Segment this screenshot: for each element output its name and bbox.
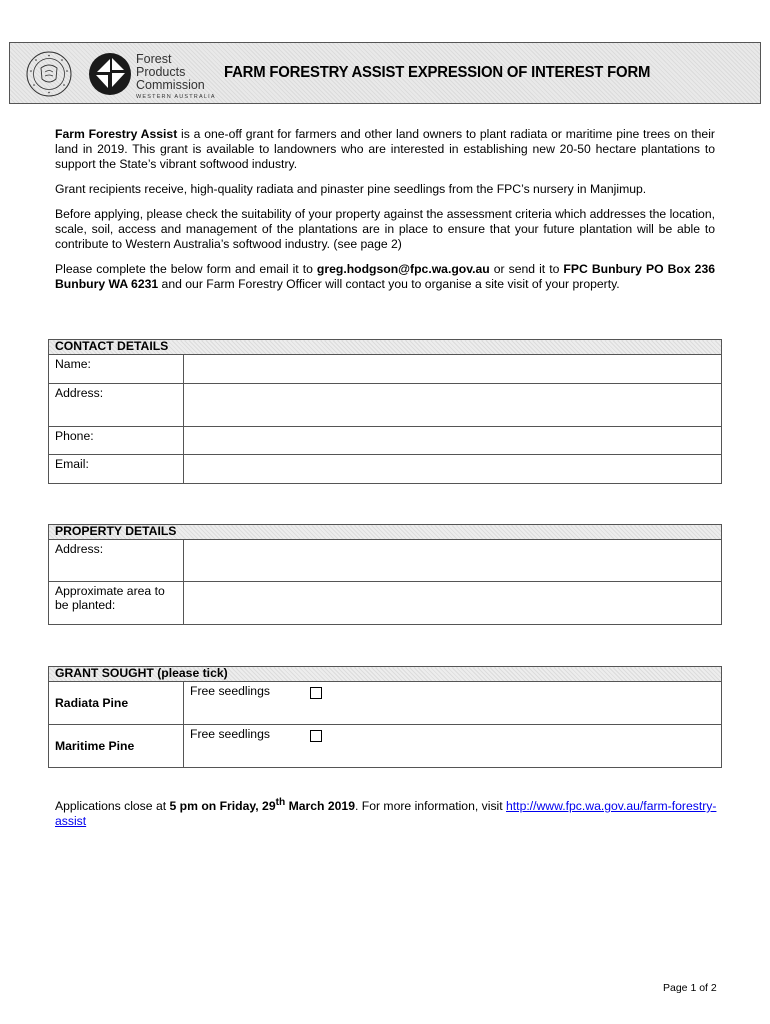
- grant-sought-table: [48, 666, 722, 768]
- intro-p1-text: is a one-off grant for farmers and other land owners to plant radiata or maritime pine trees on their land in 2019. This grant is available to landowners who are interested in establishing new 20-50 hectare plantations to support the State’s vibrant softwood industry.: [55, 127, 715, 171]
- area-field[interactable]: [184, 582, 722, 625]
- email-field[interactable]: [184, 455, 722, 484]
- closing-text-a: Applications close at: [55, 799, 170, 814]
- intro-text: [55, 127, 715, 302]
- name-field[interactable]: [184, 355, 722, 384]
- radiata-seedlings-checkbox[interactable]: [310, 687, 322, 699]
- intro-paragraph-3: Before applying, please check the suitability of your property against the assessment criteria which addresses the location, scale, soil, access and management of the plantations are in place to ensure that your future plantation will be able to contribute to Western Australia’s softwood industry. (see page 2): [55, 207, 715, 251]
- form-header: [9, 42, 761, 104]
- org-subtitle: WESTERN AUSTRALIA: [136, 94, 216, 100]
- area-label: Approximate area to be planted:: [49, 582, 184, 625]
- intro-p4-text-c: and our Farm Forestry Officer will contact you to organise a site visit of your property.: [158, 277, 620, 291]
- phone-field[interactable]: [184, 427, 722, 455]
- government-seal-icon: [26, 51, 72, 97]
- org-name-line1: Forest: [136, 52, 172, 66]
- contact-email: greg.hodgson@fpc.wa.gov.au: [316, 262, 490, 276]
- closing-text-b: . For more information, visit: [354, 799, 507, 814]
- intro-program-name: Farm Forestry Assist: [55, 127, 178, 141]
- form-title: FARM FORESTRY ASSIST EXPRESSION OF INTEREST FORM: [224, 64, 651, 81]
- intro-paragraph-1: [55, 127, 715, 172]
- property-address-field[interactable]: [184, 540, 722, 582]
- closing-text: [55, 795, 717, 829]
- fpc-logo-icon: [88, 50, 132, 98]
- name-label: Name:: [49, 355, 184, 384]
- radiata-seedlings-cell: [184, 682, 722, 725]
- org-name-line2: Products: [136, 65, 186, 79]
- property-details-heading: PROPERTY DETAILS: [49, 525, 722, 540]
- org-name: [136, 53, 216, 101]
- postal-address: FPC Bunbury PO Box 236 Bunbury WA 6231: [55, 262, 715, 291]
- closing-month: March 2019: [285, 799, 355, 814]
- maritime-seedlings-cell: [184, 725, 722, 768]
- closing-time: 5 pm on Friday, 29: [169, 799, 276, 814]
- maritime-pine-label: Maritime Pine: [49, 725, 184, 768]
- contact-details-heading: CONTACT DETAILS: [49, 340, 722, 355]
- page-number: Page 1 of 2: [663, 982, 717, 994]
- address-label: Address:: [49, 384, 184, 427]
- maritime-seedlings-label: Free seedlings: [190, 727, 270, 741]
- intro-p4-text-b: or send it to: [489, 262, 564, 276]
- property-details-table: [48, 524, 722, 625]
- contact-details-table: [48, 339, 722, 484]
- property-address-label: Address:: [49, 540, 184, 582]
- radiata-pine-label: Radiata Pine: [49, 682, 184, 725]
- intro-p4-text-a: Please complete the below form and email it to: [55, 262, 317, 276]
- closing-date-suffix: th: [275, 797, 286, 808]
- maritime-seedlings-checkbox[interactable]: [310, 730, 322, 742]
- radiata-seedlings-label: Free seedlings: [190, 684, 270, 698]
- more-info-link[interactable]: http://www.fpc.wa.gov.au/farm-forestry-assist: [55, 799, 717, 829]
- intro-paragraph-2: Grant recipients receive, high-quality radiata and pinaster pine seedlings from the FPC’s nursery in Manjimup.: [55, 182, 647, 196]
- org-name-line3: Commission: [136, 78, 205, 92]
- email-label: Email:: [49, 455, 184, 484]
- intro-paragraph-4: [55, 262, 715, 292]
- closing-date: [170, 799, 355, 813]
- phone-label: Phone:: [49, 427, 184, 455]
- address-field[interactable]: [184, 384, 722, 427]
- grant-sought-heading: GRANT SOUGHT (please tick): [49, 667, 722, 682]
